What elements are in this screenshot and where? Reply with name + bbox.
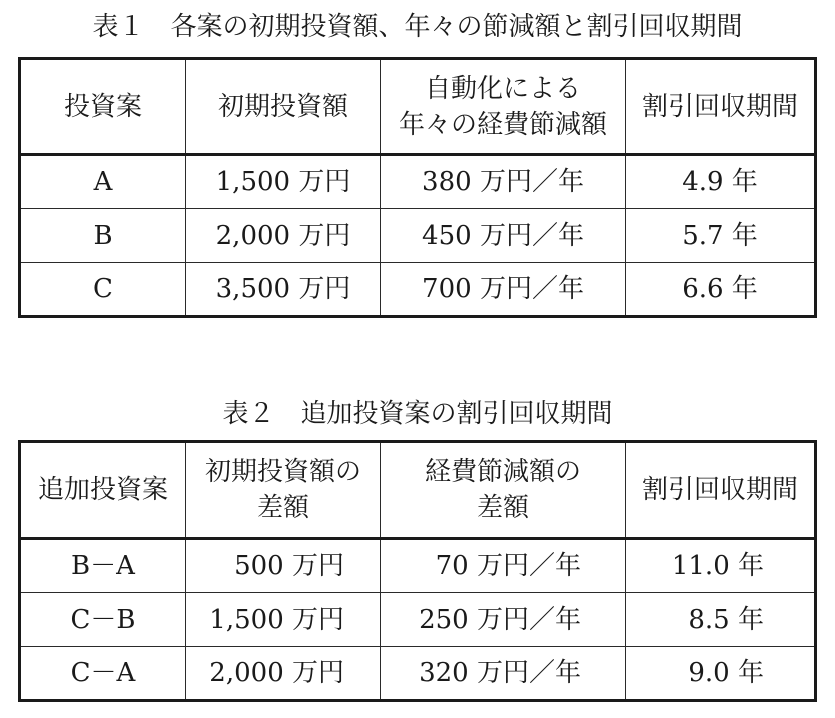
table-row	[20, 155, 816, 209]
table-row	[20, 647, 816, 701]
investment-plans-table	[18, 57, 817, 318]
cell-investment-difference: 2,000 万円	[186, 647, 381, 701]
cell-payback: 8.5 年	[626, 593, 816, 647]
header-investment-difference: 初期投資額の 差額	[186, 442, 381, 539]
cell-payback: 6.6 年	[626, 263, 816, 317]
cell-initial-investment: 2,000 万円	[186, 209, 381, 263]
cell-incremental-plan: C－B	[20, 593, 186, 647]
cell-payback: 4.9 年	[626, 155, 816, 209]
cell-initial-investment: 3,500 万円	[186, 263, 381, 317]
cell-savings-difference: 250 万円／年	[381, 593, 626, 647]
table-row	[20, 263, 816, 317]
cell-initial-investment: 1,500 万円	[186, 155, 381, 209]
cell-investment-difference: 1,500 万円	[186, 593, 381, 647]
incremental-investment-table	[18, 440, 817, 702]
table-row	[20, 209, 816, 263]
cell-incremental-plan: C－A	[20, 647, 186, 701]
table-header-row	[20, 59, 816, 155]
table-header-row	[20, 442, 816, 539]
header-plan: 投資案	[20, 59, 186, 155]
cell-payback: 9.0 年	[626, 647, 816, 701]
table-row	[20, 593, 816, 647]
cell-incremental-plan: B－A	[20, 539, 186, 593]
table2-caption: 表２ 追加投資案の割引回収期間	[222, 399, 613, 429]
header-incremental-plan: 追加投資案	[20, 442, 186, 539]
cell-payback: 11.0 年	[626, 539, 816, 593]
cell-payback: 5.7 年	[626, 209, 816, 263]
cell-investment-difference: 500 万円	[186, 539, 381, 593]
header-discounted-payback: 割引回収期間	[626, 442, 816, 539]
cell-savings-difference: 70 万円／年	[381, 539, 626, 593]
header-discounted-payback: 割引回収期間	[626, 59, 816, 155]
header-savings-difference: 経費節減額の 差額	[381, 442, 626, 539]
cell-plan: C	[20, 263, 186, 317]
cell-savings-difference: 320 万円／年	[381, 647, 626, 701]
header-annual-savings: 自動化による 年々の経費節減額	[381, 59, 626, 155]
table1-caption: 表１ 各案の初期投資額、年々の節減額と割引回収期間	[92, 12, 743, 42]
cell-plan: B	[20, 209, 186, 263]
cell-annual-savings: 450 万円／年	[381, 209, 626, 263]
table-row	[20, 539, 816, 593]
cell-annual-savings: 700 万円／年	[381, 263, 626, 317]
header-initial-investment: 初期投資額	[186, 59, 381, 155]
cell-plan: A	[20, 155, 186, 209]
cell-annual-savings: 380 万円／年	[381, 155, 626, 209]
